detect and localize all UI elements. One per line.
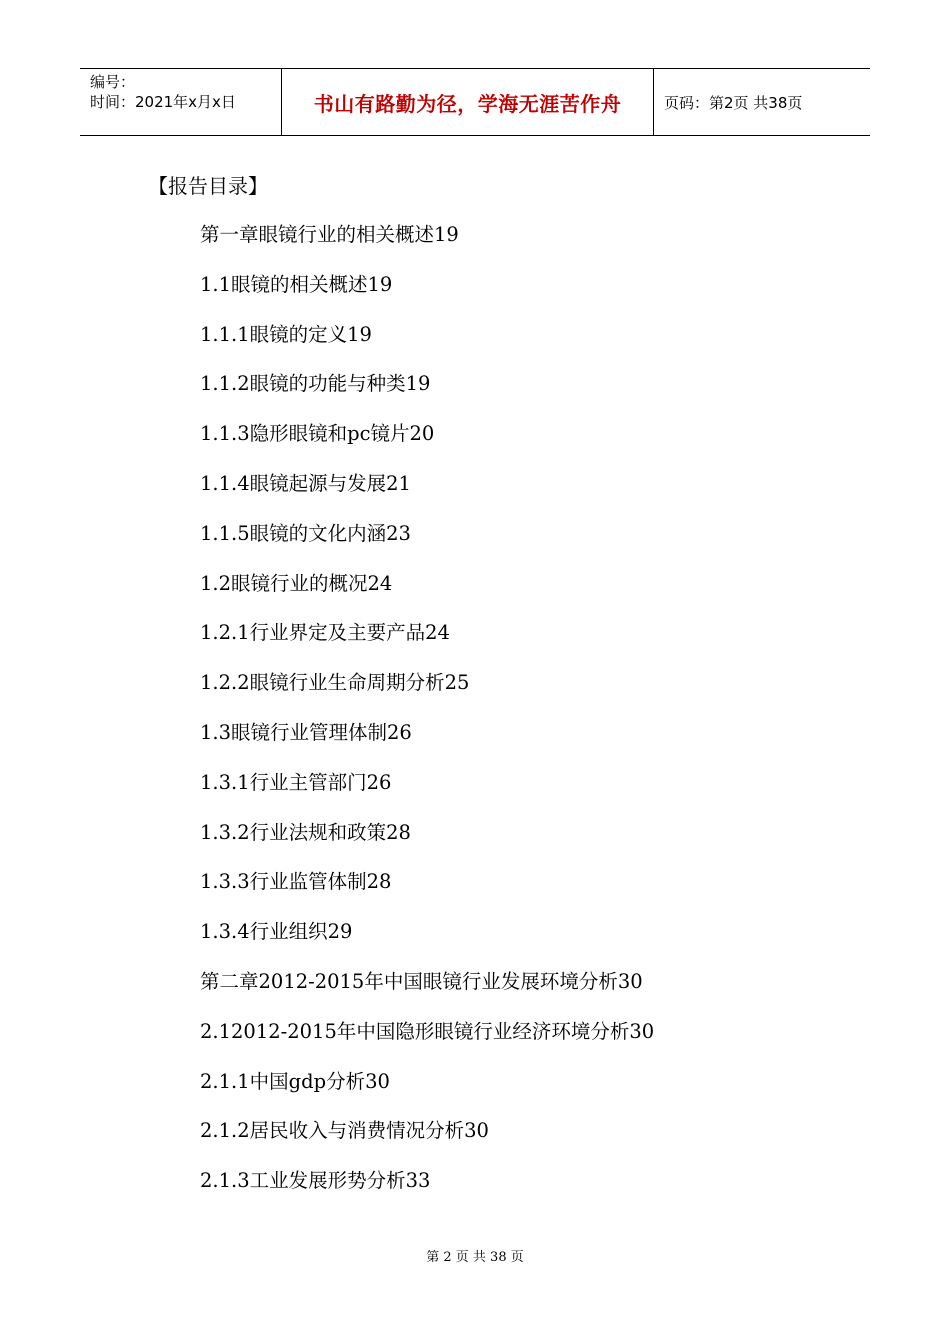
toc-item: 2.1.2居民收入与消费情况分析30 bbox=[200, 1119, 489, 1143]
toc-list bbox=[200, 220, 654, 1216]
page-footer: 第 2 页 共 38 页 bbox=[426, 1250, 524, 1265]
toc-item: 1.1眼镜的相关概述19 bbox=[200, 272, 393, 296]
toc-item: 1.3.1行业主管部门26 bbox=[200, 770, 392, 794]
time-label: 时间：2021年x月x日 bbox=[90, 93, 236, 111]
page-header bbox=[80, 68, 870, 136]
toc-item: 第一章眼镜行业的相关概述19 bbox=[200, 223, 459, 246]
toc-item: 1.1.2眼镜的功能与种类19 bbox=[200, 372, 431, 396]
header-page-info: 页码：第2页 共38页 bbox=[664, 93, 803, 112]
number-label: 编号： bbox=[90, 73, 136, 91]
toc-item: 1.3眼镜行业管理体制26 bbox=[200, 720, 412, 744]
toc-item: 1.3.3行业监管体制28 bbox=[200, 870, 392, 894]
toc-item: 1.2眼镜行业的概况24 bbox=[200, 571, 393, 595]
toc-item: 2.12012-2015年中国隐形眼镜行业经济环境分析30 bbox=[200, 1019, 655, 1043]
toc-item: 1.1.4眼镜起源与发展21 bbox=[200, 471, 411, 495]
toc-item: 1.2.1行业界定及主要产品24 bbox=[200, 621, 450, 645]
toc-item: 2.1.1中国gdp分析30 bbox=[200, 1069, 390, 1093]
toc-item: 1.3.4行业组织29 bbox=[200, 920, 353, 944]
toc-item: 第二章2012-2015年中国眼镜行业发展环境分析30 bbox=[200, 969, 643, 993]
toc-item: 1.3.2行业法规和政策28 bbox=[200, 820, 411, 844]
header-motto: 书山有路勤为径，学海无涯苦作舟 bbox=[282, 69, 654, 135]
header-meta bbox=[80, 69, 282, 135]
toc-item: 1.1.3隐形眼镜和pc镜片20 bbox=[200, 422, 435, 446]
toc-heading: 【报告目录】 bbox=[148, 174, 268, 198]
toc-item: 1.1.1眼镜的定义19 bbox=[200, 322, 372, 346]
toc-item: 1.1.5眼镜的文化内涵23 bbox=[200, 521, 411, 545]
toc-item: 2.1.3工业发展形势分析33 bbox=[200, 1169, 431, 1193]
toc-item: 1.2.2眼镜行业生命周期分析25 bbox=[200, 671, 470, 695]
